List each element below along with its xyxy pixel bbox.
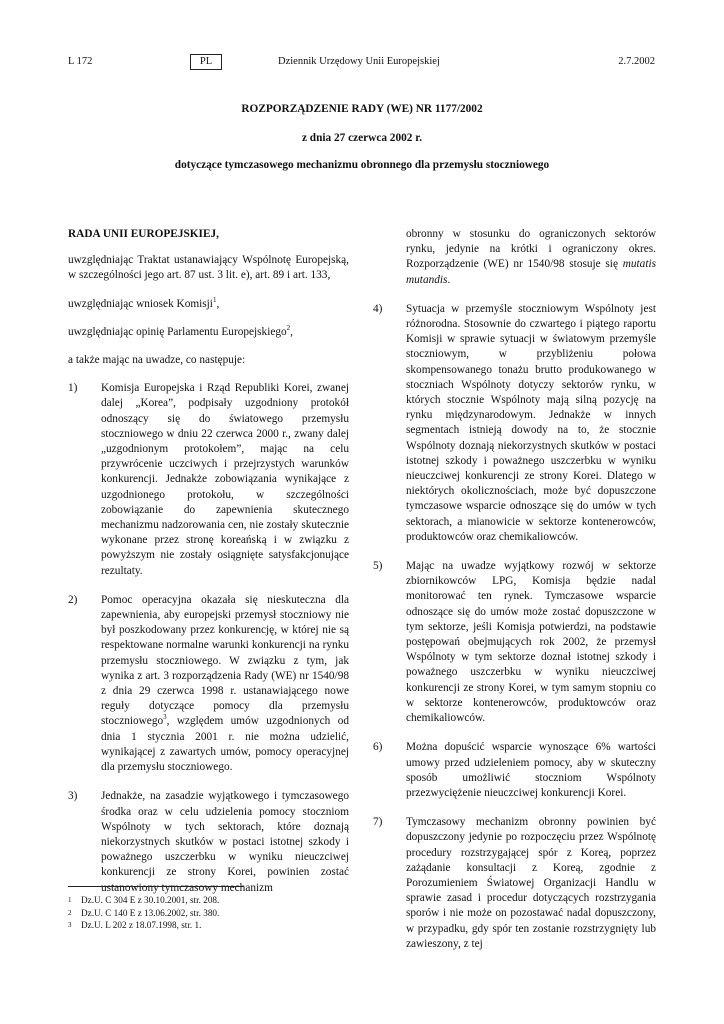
recital-number: 7) [373, 816, 383, 829]
regulation-subject: dotyczące tymczasowego mechanizmu obronnego dla przemysłu stoczniowego [174, 159, 550, 171]
footnote-ref: 2 [286, 324, 291, 333]
preamble-whereas: a także mając na uwadze, co następuje: [68, 354, 246, 367]
recital-number: 5) [373, 560, 383, 573]
recital-1 [68, 381, 349, 579]
footnote-divider [68, 886, 244, 887]
recital-number: 3) [68, 790, 78, 803]
recital-3-continued: obronny w stosunku do ograniczonych sektorów rynku, jedynie na krótki i ograniczony okres. Rozporządzenie (WE) nr 1540/98 stosuje się mutatis mutandis. [406, 228, 656, 286]
page-reference: L 172 [68, 56, 93, 67]
preamble-proposal: uwzględniając wniosek Komisji$^1$, [68, 295, 220, 310]
recital-text: Sytuacja w przemyśle stoczniowym Wspólnoty jest różnorodna. Stosownie do czwartego i piątego raportu Komisji w sprawie sytuacji w światowym przemyśle stoczniowym, w przybliżeniu połowa skompensowanego tonażu brutto produkowanego w stoczniach Wspólnoty dotyczy sektorów rynku, w których stocznie Wspólnoty mają silną pozycję na rynku międzynarodowym. Jednakże w innych segmentach istnieją dowody na to, że stocznie Wspólnoty doznają niekorzystnych skutków w postaci istotnej szkody i poważnego uszczerbku w wyniku nieuczciwej konkurencji ze strony Korei. Dlatego w niektórych okolicznościach, może być dopuszczone tymczasowe wsparcie odnoszące się do umów w tych sektorach, a mianowicie w sektorze kontenerowców, produktowców oraz chemikaliowców. [406, 302, 656, 543]
language-badge: PL [190, 54, 222, 70]
footnote: 2 Dz.U. C 140 E z 13.06.2002, str. 380. [68, 907, 220, 918]
preamble-treaty: uwzględniając Traktat ustanawiający Wspólnotę Europejską, w szczególności jego art. 87 ust. 3 lit. e), art. 89 i art. 133, [68, 254, 349, 282]
recital-3 [68, 789, 349, 895]
journal-title: Dziennik Urzędowy Unii Europejskiej [278, 56, 440, 67]
recital-5 [373, 559, 656, 726]
footnote: 3 Dz.U. L 202 z 18.07.1998, str. 1. [68, 920, 202, 930]
recital-4 [373, 302, 656, 545]
regulation-title: ROZPORZĄDZENIE RADY (WE) NR 1177/2002 [241, 103, 483, 115]
recital-text: Komisja Europejska i Rząd Republiki Korei, zwanej dalej „Korea”, podpisały uzgodniony protokół odnoszący się do światowego przemysłu stoczniowego w dniu 22 czerwca 2000 r., zwany dalej „uzgodnionym protokołem”, mając na celu przywrócenie uczciwych i przejrzystych warunków konkurencji. Jednakże zobowiązania wynikające z uzgodnionego protokołu, w szczególności zobowiązanie do zapewnienia skutecznego mechanizmu nadzorowania cen, nie zostały skutecznie wykonane przez stronę koreańską i w związku z powyższym nie zostały osiągnięte satysfakcjonujące rezultaty. [101, 382, 349, 577]
recital-6 [373, 740, 656, 801]
recital-7 [373, 815, 656, 952]
footnote-ref: 3 [163, 713, 167, 722]
regulation-date: z dnia 27 czerwca 2002 r. [301, 132, 423, 144]
recital-number: 1) [68, 382, 78, 395]
footnote: 1 Dz.U. C 304 E z 30.10.2001, str. 208. [68, 895, 220, 905]
preamble-heading: RADA UNII EUROPEJSKIEJ, [68, 228, 219, 240]
publication-date: 2.7.2002 [618, 56, 655, 67]
recital-number: 6) [373, 741, 383, 754]
page-header [0, 56, 724, 72]
recital-2 [68, 593, 349, 775]
recital-text: Mając na uwadze wyjątkowy rozwój w sektorze zbiornikowców LPG, Komisja będzie nadal monitorować ten rynek. Tymczasowe wsparcie odnoszące się do umów może zostać dopuszczone w tym sektorze, jeśli Komisja potwierdzi, na podstawie postępowań obejmujących rok 2002, że przemysł Wspólnoty w tym sektorze doznał istotnej szkody i poważnego uszczerbku w wyniku nieuczciwej konkurencji ze strony Korei, w tym samym stopniu co w sektorze kontenerowców, produktowców oraz chemikaliowców. [406, 560, 656, 725]
recital-text: Jednakże, na zasadzie wyjątkowego i tymczasowego środka oraz w celu udzielenia pomocy stoczniom Wspólnoty w tych sektorach, które doznają niekorzystnych skutków w postaci istotnej szkody i poważnego uszczerbku w wyniku nieuczciwej konkurencji ze strony Korei, powinien zostać ustanowiony tymczasowy mechanizm [101, 790, 349, 894]
preamble-opinion: uwzględniając opinię Parlamentu Europejskiego$^2$, [68, 324, 293, 338]
recital-text: Pomoc operacyjna okazała się nieskuteczna dla zapewnienia, aby europejski przemysł stoczniowy nie był poszkodowany przez konkurencję, w której nie są respektowane normalne warunki konkurencji na rynku przemysłu stoczniowego. W związku z tym, jak wynika z art. 3 rozporządzenia Rady (WE) nr 1540/98 z dnia 29 czerwca 1998 r. ustanawiającego nowe reguły dotyczące pomocy dla przemysłu stoczniowego$^3$, względem umów uzgodnionych od dnia 1 stycznia 2001 r. nie można udzielić, wynikającej z zawartych umów, pomocy operacyjnej dla przemysłu stoczniowego. [101, 593, 349, 774]
recital-number: 4) [373, 302, 383, 315]
recital-text: Można dopuścić wsparcie wynoszące 6% wartości umowy przed udzieleniem pomocy, aby w skuteczny sposób umożliwić stoczniom Wspólnoty przezwyciężenie nieuczciwej konkurencji Korei. [406, 741, 656, 799]
footnote-ref: 1 [212, 295, 217, 304]
left-column [68, 227, 349, 910]
footnotes [68, 894, 219, 932]
right-column [373, 227, 656, 966]
recital-text: Tymczasowy mechanizm obronny powinien być dopuszczony jedynie po rozpoczęciu przez Wspólnotę procedury rozstrzygającej spór z Koreą, poprzez zażądanie konsultacji z Koreą, zgodnie z Porozumieniem Światowej Organizacji Handlu w sprawie zasad i procedur dotyczących rozstrzygania sporów i nie może on pozostawać nadal dopuszczony, w przypadku, gdy spór ten zostanie rozstrzygnięty lub zawieszony, z tej [406, 816, 656, 950]
recital-number: 2) [68, 593, 78, 606]
